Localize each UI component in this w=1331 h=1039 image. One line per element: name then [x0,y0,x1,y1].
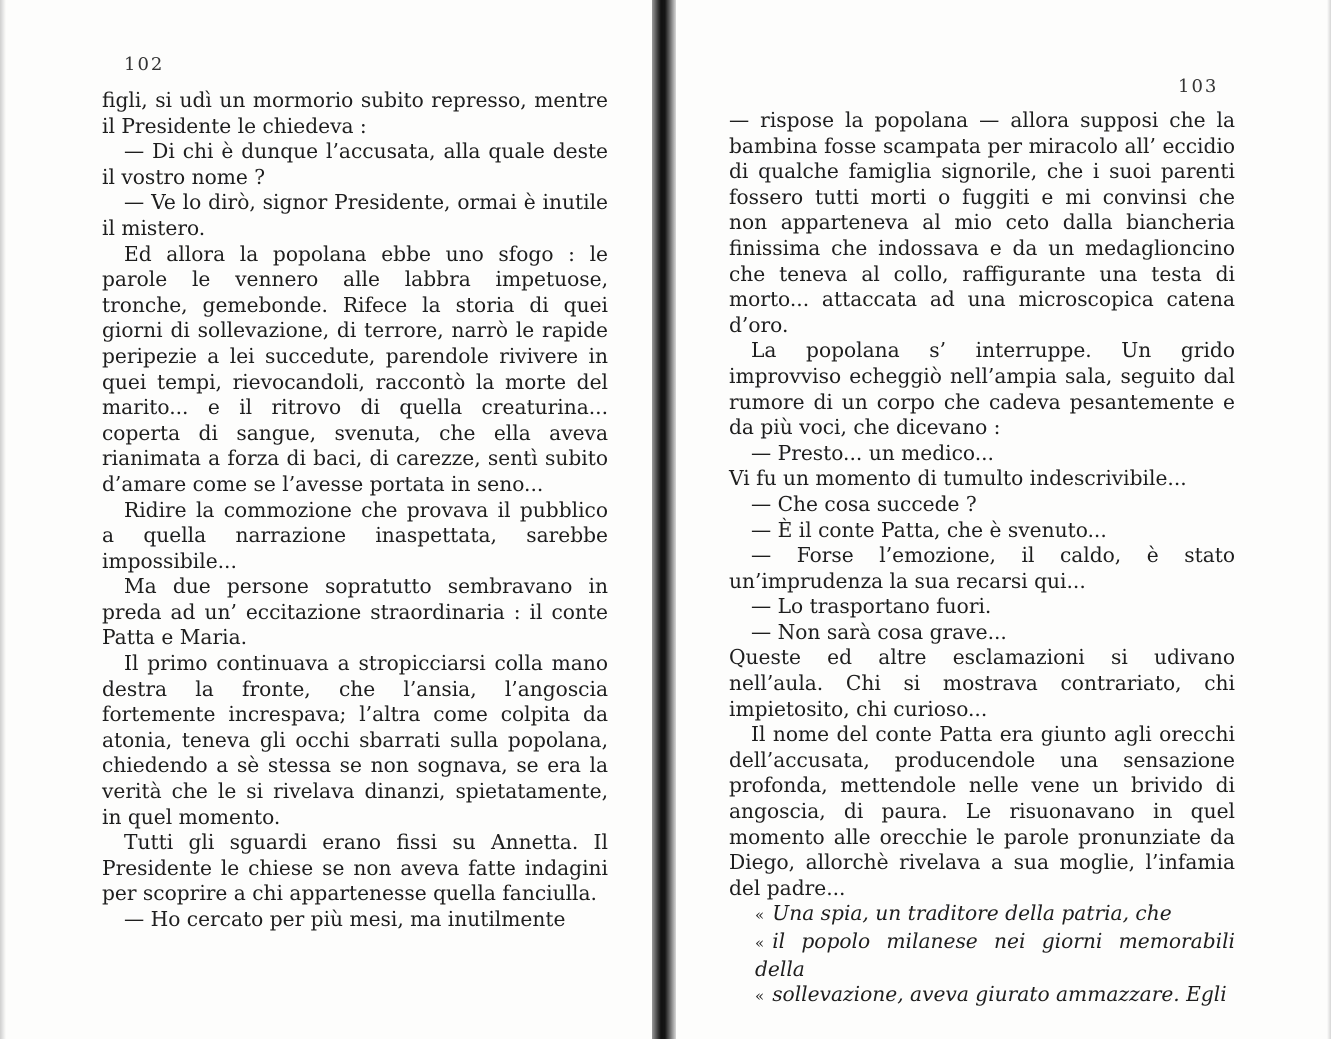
paragraph: — Ve lo dirò, signor Presidente, ormai è inutile il mistero. [102,190,608,240]
paragraph: Ma due persone sopratutto sembravano in preda ad un’ eccitazione straordinaria : il conte Patta e Maria. [102,574,608,650]
paragraph: — Lo trasportano fuori. [751,594,992,619]
left-page [0,0,652,1039]
paragraph: — Ho cercato per più mesi, ma inutilmente [124,907,566,931]
right-page-text [729,108,1235,1010]
paragraph: Il nome del conte Patta era giunto agli orecchi dell’accusata, producendole una sensazione profonda, mettendole nelle vene un brivido di angoscia, di paura. Le risuonavano in quel momento alle orecchie le parole pronunziate da Diego, allorchè rivelava a sua moglie, l’infamia del padre... [729,722,1235,900]
left-page-text [102,88,608,933]
quote-line [729,929,1235,982]
paragraph: — Presto... un medico... [751,440,994,465]
paragraph: Ed allora la popolana ebbe uno sfogo : le parole le vennero alle labbra impetuose, tronche, gemebonde. Rifece la storia di quei giorni di sollevazione, di terrore, narrò le rapide peripezie a lei succedute, parendole rivivere in quei tempi, rievocandoli, raccontò la morte del marito... e il ritrovo di quella creaturina... coperta di sangue, svenuta, che ella aveva rianimata a forza di baci, di carezze, sentì subito d’amare come se l’avesse portata in seno... [102,241,608,496]
paragraph: — rispose la popolana — allora supposi che la bambina fosse scampata per miracolo all’ eccidio di qualche famiglia signorile, che i suoi parenti fossero tutti morti o fuggiti e mi convinsi che non apparteneva al mio ceto dalla biancheria finissima che indossava e da un medaglioncino che teneva al collo, raffigurante una testa di morto... attaccata ad una microscopica catena d’oro. [729,108,1235,337]
quote-mark: « [755,934,765,952]
paragraph: — Di chi è dunque l’accusata, alla quale deste il vostro nome ? [102,139,608,189]
paragraph: — Che cosa succede ? [751,491,977,516]
quote-text: Una spia, un traditore della patria, che [772,901,1172,926]
page-number: 103 [1178,76,1219,97]
paragraph: Tutti gli sguardi erano fissi su Annetta. Il Presidente le chiese se non aveva fatte indagini per scoprire a chi appartenesse quella fanciulla. [102,830,608,906]
quote-line [729,982,1235,1010]
quote-mark: « [755,906,765,925]
paragraph: Queste ed altre esclamazioni si udivano nell’aula. Chi si mostrava contrariato, chi impietosito, chi curioso... [729,645,1235,721]
paragraph: — Non sarà cosa grave... [751,619,1007,644]
page-number: 102 [124,54,165,75]
paragraph: Vi fu un momento di tumulto indescrivibile... [729,466,1187,491]
paragraph: — È il conte Patta, che è svenuto... [751,517,1107,542]
book-gutter [652,0,676,1039]
quote-mark: « [755,987,765,1006]
paragraph: Ridire la commozione che provava il pubblico a quella narrazione inaspettata, sarebbe impossibile... [102,497,608,573]
paragraph: Il primo continuava a stropicciarsi colla mano destra la fronte, che l’ansia, l’angoscia fortemente increspava; l’altra come colpita da atonia, teneva gli occhi sbarrati sulla popolana, chiedendo a sè stessa se non sognava, se era la verità che le si rivelava dinanzi, spietatamente, in quel momento. [102,651,608,829]
paragraph: — Forse l’emozione, il caldo, è stato un’imprudenza la sua recarsi qui... [729,543,1235,593]
quote-text: il popolo milanese nei giorni memorabili della [755,929,1235,981]
page-edge-shadow [1327,0,1331,1039]
quote-line [729,901,1235,929]
paragraph: figli, si udì un mormorio subito represso, mentre il Presidente le chiedeva : [102,88,608,138]
quote-text: sollevazione, aveva giurato ammazzare. Egli [772,982,1227,1007]
paragraph: La popolana s’ interruppe. Un grido improvviso echeggiò nell’ampia sala, seguito dal rumore di un corpo che cadeva pesantemente e da più voci, che dicevano : [729,338,1235,440]
page-edge-shadow [0,0,6,1039]
